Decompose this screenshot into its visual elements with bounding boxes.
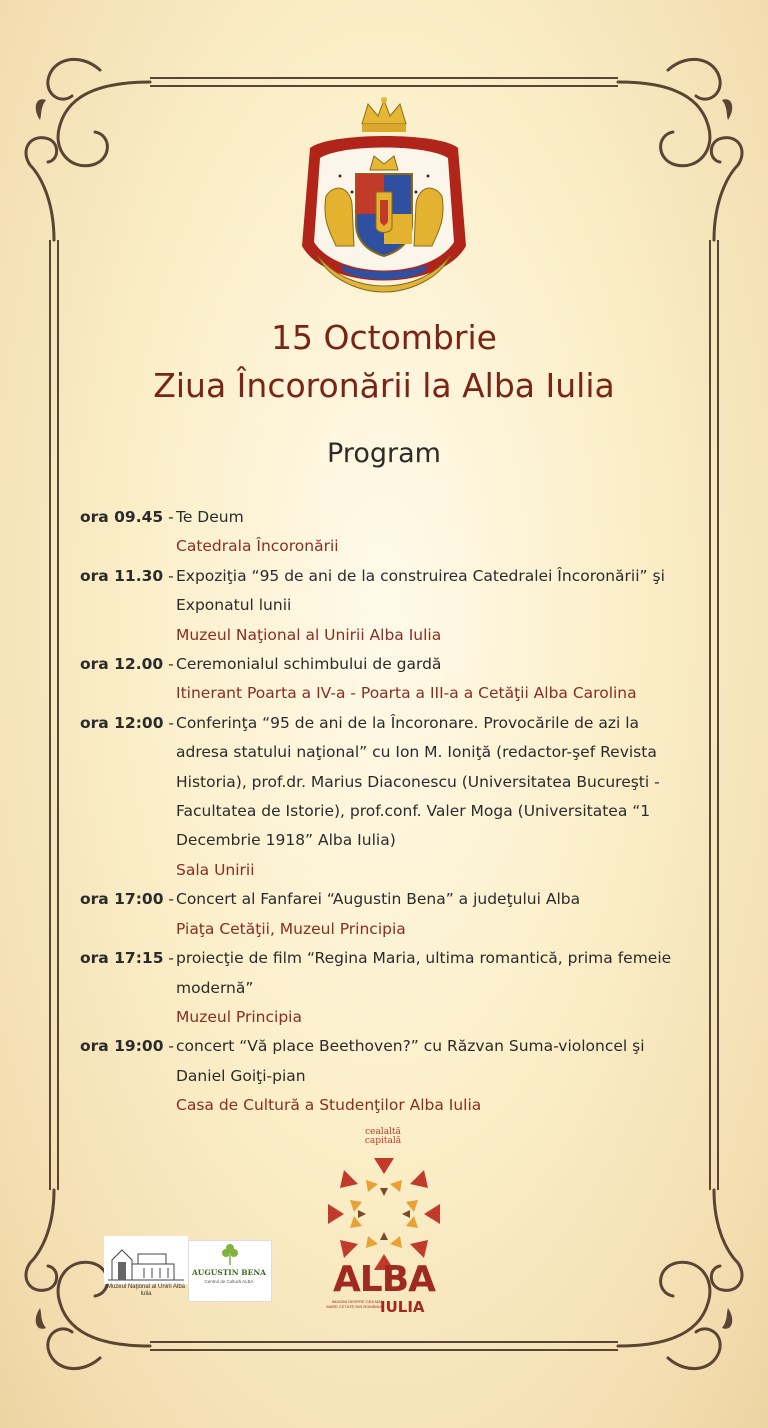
- schedule-description-cont: Facultatea de Istorie), prof.conf. Valer Moga (Universitatea “1: [176, 802, 651, 821]
- schedule-time: ora 17:00: [80, 890, 164, 909]
- schedule-description-cont: Decembrie 1918” Alba Iulia): [176, 831, 396, 850]
- alba-tagline: IMAGINI DESPRE CEA MAI MARE CETATE DIN ROMÂNIA: [326, 1299, 382, 1309]
- schedule-description: Te Deum: [176, 508, 244, 526]
- schedule-location: Piaţa Cetăţii, Muzeul Principia: [176, 919, 406, 938]
- schedule-description-cont: modernă”: [176, 978, 254, 997]
- schedule-description: Ceremonialul schimbului de gardă: [176, 655, 442, 674]
- schedule-location: Casa de Cultură a Studenţilor Alba Iulia: [176, 1096, 482, 1115]
- schedule-item: ora 12:00 - Conferinţa “95 de ani de la Încoronare. Provocările de azi la adresa statului naţional” cu Ion M. Ioniţă (redactor-şef Revista Historia), prof.dr. Marius Diaconescu (Universitatea Bucureşti - Facultatea de Istorie), prof.conf. Valer Moga (Universitatea “1 Decembrie 1918” Alba Iulia) Sala Unirii: [80, 709, 710, 885]
- schedule-item: ora 11.30 - Expoziţia “95 de ani de la construirea Catedralei Încoronării” şi Exponatul lunii Muzeul Naţional al Unirii Alba Iulia: [80, 562, 710, 650]
- schedule-location: Sala Unirii: [176, 860, 255, 879]
- schedule-location: Itinerant Poarta a IV-a - Poarta a III-a a Cetăţii Alba Carolina: [176, 684, 637, 703]
- schedule-time: ora 12:00: [80, 713, 164, 732]
- augustin-bena-name: AUGUSTIN BENA: [191, 1268, 266, 1277]
- schedule-description-cont: Exponatul lunii: [176, 596, 292, 615]
- schedule-time: ora 19:00: [80, 1037, 164, 1056]
- schedule-description-cont: Daniel Goiţi-pian: [176, 1066, 306, 1085]
- schedule-item: ora 19:00 - concert “Vă place Beethoven?” cu Răzvan Suma-violoncel şi Daniel Goiţi-pian Casa de Cultură a Studenţilor Alba Iulia: [80, 1032, 710, 1120]
- program-heading: Program: [327, 438, 441, 469]
- clover-icon: [189, 1241, 271, 1269]
- event-title: Ziua Încoronării la Alba Iulia: [153, 366, 615, 405]
- royal-coat-of-arms: [290, 96, 478, 300]
- alba-wordmark: ALBA: [332, 1259, 436, 1300]
- schedule-time: ora 09.45: [80, 508, 164, 526]
- schedule-time: ora 11.30: [80, 566, 164, 585]
- schedule-item: ora 17:15 - proiecţie de film “Regina Maria, ultima romantică, prima femeie modernă” Muzeul Principia: [80, 944, 710, 1032]
- schedule-time: ora 12.00: [80, 655, 164, 674]
- schedule-description-cont: Historia), prof.dr. Marius Diaconescu (Universitatea Bucureşti -: [176, 772, 660, 791]
- capitala-word: capitală: [364, 1136, 402, 1146]
- cealalta-word: cealaltă: [365, 1127, 401, 1137]
- schedule-item: ora 12.00 - Ceremonialul schimbului de gardă Itinerant Poarta a IV-a - Poarta a III-a a Cetăţii Alba Carolina: [80, 650, 710, 709]
- schedule-location: Muzeul Naţional al Unirii Alba Iulia: [176, 625, 442, 644]
- muzeul-caption: Muzeul Naţional al Unirii Alba Iulia: [106, 1284, 186, 1297]
- date-title: 15 Octombrie: [271, 318, 497, 357]
- schedule-description: proiecţie de film “Regina Maria, ultima romantică, prima femeie: [176, 949, 672, 968]
- schedule-location: Catedrala Încoronării: [176, 537, 339, 556]
- schedule-description: Expoziţia “95 de ani de la construirea Catedralei Încoronării” şi: [176, 566, 665, 585]
- schedule: [80, 503, 710, 1121]
- schedule-item: ora 17:00 - Concert al Fanfarei “Augustin Bena” a judeţului Alba Piaţa Cetăţii, Muzeul Principia: [80, 885, 710, 944]
- cealalta-capitala-text: [346, 1128, 420, 1146]
- schedule-time: ora 17:15: [80, 949, 164, 968]
- schedule-location: Muzeul Principia: [176, 1007, 302, 1026]
- schedule-description-cont: adresa statului naţional” cu Ion M. Ioniţă (redactor-şef Revista: [176, 743, 657, 762]
- schedule-description: concert “Vă place Beethoven?” cu Răzvan Suma-violoncel şi: [176, 1037, 645, 1056]
- iulia-wordmark: IULIA: [380, 1298, 425, 1316]
- schedule-item: ora 09.45 - Te Deum Catedrala Încoronării: [80, 503, 710, 562]
- augustin-bena-subtitle: Centrul de Cultură ALBA: [204, 1279, 254, 1284]
- schedule-description: Concert al Fanfarei “Augustin Bena” a judeţului Alba: [176, 890, 581, 909]
- schedule-description: Conferinţa “95 de ani de la Încoronare. Provocările de azi la: [176, 713, 640, 732]
